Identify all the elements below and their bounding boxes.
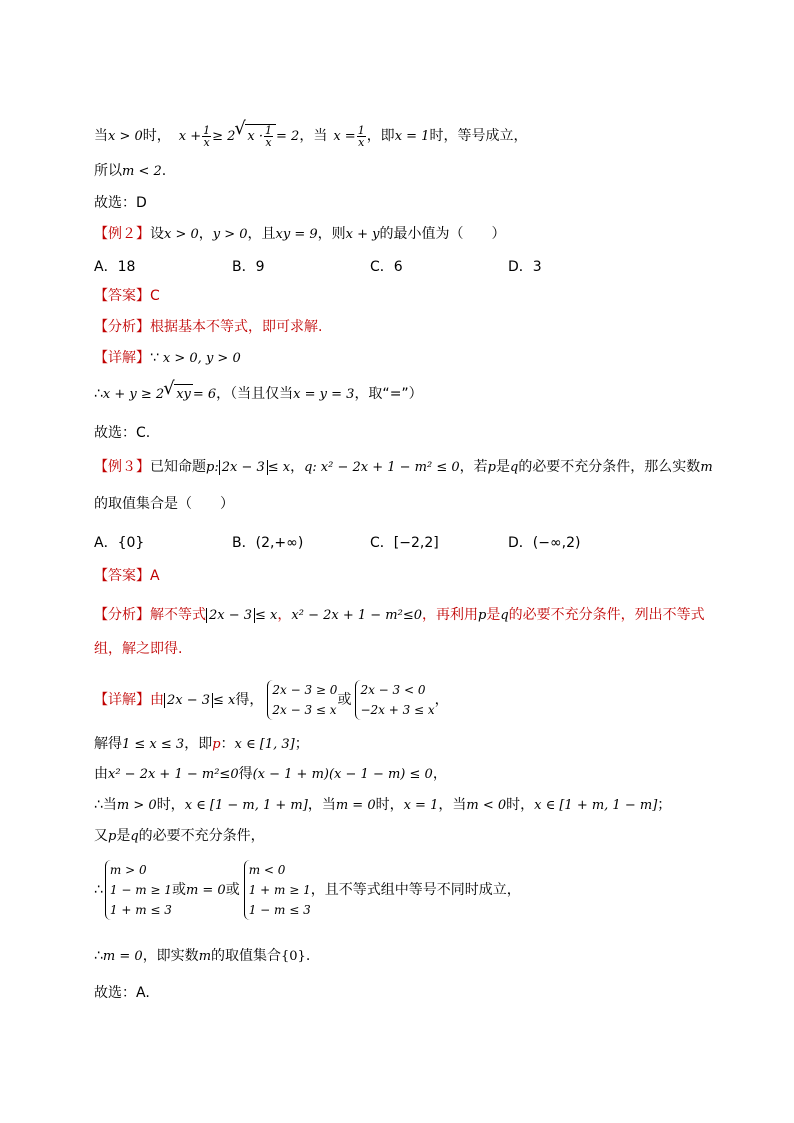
- line-18: 解得1 ≤ x ≤ 3，即p：x ∈ [1, 3]；: [94, 736, 309, 752]
- line-20: ∴当m > 0时，x ∈ [1 − m, 1 + m]，当m = 0时，x = 1，当m < 0时，x ∈ [1 + m, 1 − m]；: [94, 797, 672, 813]
- detail-3: 【详解】由 2x − 3 ≤ x得， 2x − 3 ≥ 0 2x − 3 ≤ x 或 2x − 3 < 0 −2x + 3 ≤ x ，: [94, 678, 449, 723]
- math: x +: [178, 129, 202, 144]
- math: ≥ 2: [212, 129, 236, 144]
- answer-3: 【答案】A: [94, 568, 160, 584]
- inequality-system: m > 0 1 − m ≥ 1 1 + m ≤ 3: [105, 860, 172, 920]
- fraction: $\frac{1}{x}$: [357, 123, 365, 149]
- text: ，即: [366, 128, 395, 144]
- option-d: D．(−∞,2): [508, 535, 581, 551]
- line-9: ∴x + y ≥ 2√ xy = 6，（当且仅当x = y = 3，取“=”）: [94, 384, 423, 405]
- line-10: 故选：C.: [94, 425, 151, 441]
- example-2-question: 【例２】设x > 0，y > 0，且xy = 9，则x + y的最小值为（ ）: [94, 226, 506, 242]
- option-b: B．(2,+∞): [232, 535, 304, 551]
- example-tag: 【例３】: [94, 459, 150, 475]
- option-b: B．9: [232, 259, 265, 275]
- line-23: ∴m = 0，即实数m的取值集合{0}.: [94, 948, 311, 964]
- line-22: ∴ m > 0 1 − m ≥ 1 1 + m ≤ 3 或m = 0或 m < 0 1 + m ≥ 1 1 − m ≤ 3 ，且不等式组中等号不同时成立，: [94, 858, 521, 923]
- abs-value: 2x − 3: [219, 460, 268, 475]
- line-19: 由x² − 2x + 1 − m²≤0得(x − 1 + m)(x − 1 − m) ≤ 0，: [94, 766, 447, 782]
- line-24: 故选：A.: [94, 985, 150, 1001]
- math: = 2: [276, 129, 300, 144]
- example-tag: 【例２】: [94, 226, 150, 242]
- option-a: A．18: [94, 259, 136, 275]
- fraction: $\frac{1}{x}$: [203, 123, 211, 149]
- text: 时，等号成立，: [429, 128, 528, 144]
- analysis-3-cont: 组，解之即得.: [94, 641, 183, 657]
- math: m < 2: [122, 164, 162, 179]
- example-3-question: 【例３】已知命题p: 2x − 3 ≤ x，q: x² − 2x + 1 − m² ≤ 0，若p是q的必要不充分条件，那么实数m: [94, 459, 713, 475]
- line-2: 所以m < 2.: [94, 163, 167, 179]
- analysis-2: 【分析】根据基本不等式，即可求解.: [94, 319, 323, 335]
- line-3: 故选：D: [94, 195, 147, 211]
- fraction: $\frac{1}{x}$: [265, 124, 273, 149]
- option-d: D．3: [508, 259, 542, 275]
- text: 时，: [142, 128, 171, 144]
- text: 当: [94, 128, 108, 144]
- math: x =: [333, 129, 356, 144]
- line-1: [94, 124, 527, 148]
- line-21: 又p是q的必要不充分条件，: [94, 828, 265, 844]
- sqrt: √ xy: [174, 384, 193, 405]
- detail-2: 【详解】∵ x > 0, y > 0: [94, 350, 241, 366]
- sqrt: √ x · $\frac{1}{x}$: [245, 124, 276, 148]
- option-a: A．{0}: [94, 535, 145, 551]
- line-12: 的取值集合是（ ）: [94, 496, 234, 512]
- analysis-3: 【分析】解不等式 2x − 3 ≤ x，x² − 2x + 1 − m²≤0，再利用p是q的必要不充分条件，列出不等式: [94, 607, 705, 623]
- math: x > 0: [108, 129, 143, 144]
- math: x = 1: [394, 129, 430, 144]
- option-c: C．6: [370, 259, 403, 275]
- inequality-system: 2x − 3 < 0 −2x + 3 ≤ x: [355, 680, 434, 720]
- inequality-system: 2x − 3 ≥ 0 2x − 3 ≤ x: [267, 680, 337, 720]
- answer-2: 【答案】C: [94, 288, 160, 304]
- text: ，当: [299, 128, 328, 144]
- option-c: C．[−2,2]: [370, 535, 439, 551]
- inequality-system: m < 0 1 + m ≥ 1 1 − m ≤ 3: [244, 860, 311, 920]
